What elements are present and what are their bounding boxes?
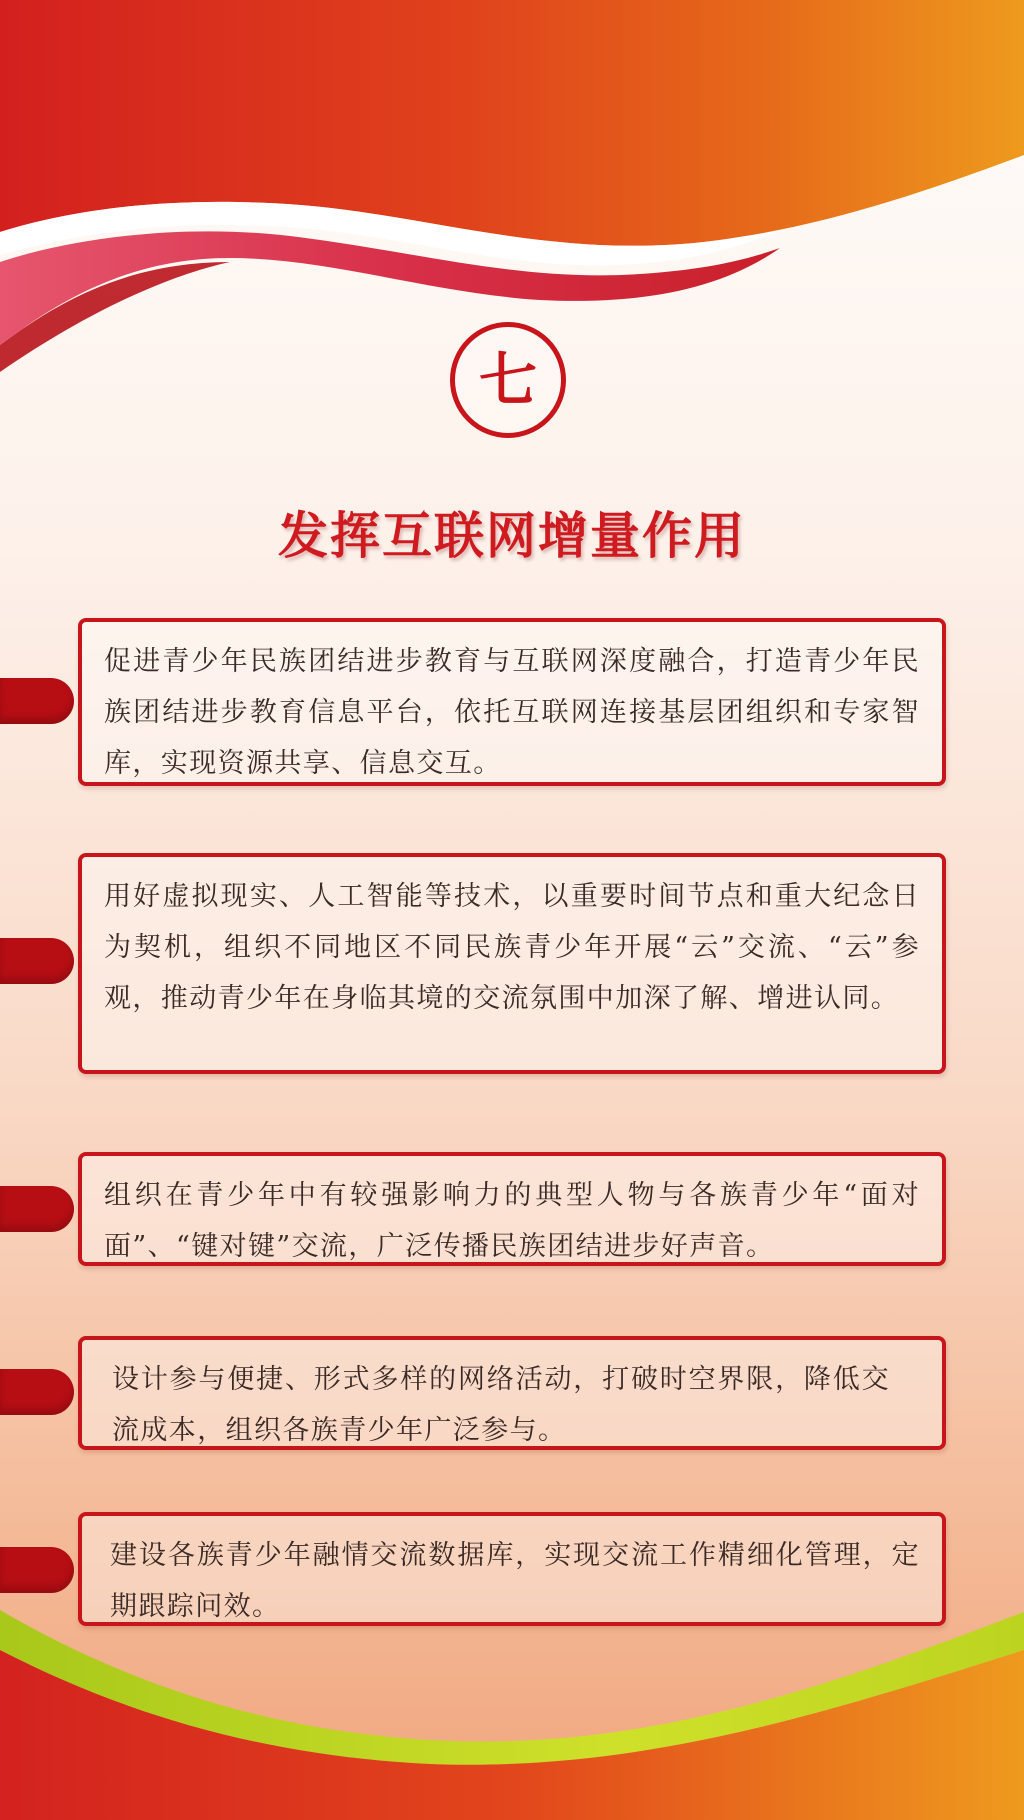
card-text: 促进青少年民族团结进步教育与互联网深度融合，打造青少年民族团结进步教育信息平台，依托互联网连接基层团组织和专家智库，实现资源共享、信息交互。 — [104, 646, 920, 779]
bullet-marker — [0, 938, 74, 984]
section-number: 七 — [478, 346, 537, 414]
content-card — [78, 618, 946, 786]
page-title: 发挥互联网增量作用 — [278, 506, 746, 565]
bullet-marker — [0, 1547, 74, 1593]
card-text: 用好虚拟现实、人工智能等技术，以重要时间节点和重大纪念日为契机，组织不同地区不同民族青少年开展“云”交流、“云”参观，推动青少年在身临其境的交流氛围中加深了解、增进认同。 — [104, 881, 920, 1014]
bullet-marker — [0, 678, 74, 724]
content-card — [78, 1336, 946, 1450]
content-card — [78, 853, 946, 1074]
content-card — [78, 1152, 946, 1266]
card-text: 建设各族青少年融情交流数据库，实现交流工作精细化管理，定期跟踪问效。 — [110, 1540, 920, 1622]
bullet-marker — [0, 1369, 74, 1415]
bullet-marker — [0, 1186, 74, 1232]
content-card — [78, 1512, 946, 1626]
card-text: 组织在青少年中有较强影响力的典型人物与各族青少年“面对面”、“键对键”交流，广泛传播民族团结进步好声音。 — [104, 1180, 920, 1262]
card-text: 设计参与便捷、形式多样的网络活动，打破时空界限，降低交流成本，组织各族青少年广泛参与。 — [112, 1364, 890, 1446]
